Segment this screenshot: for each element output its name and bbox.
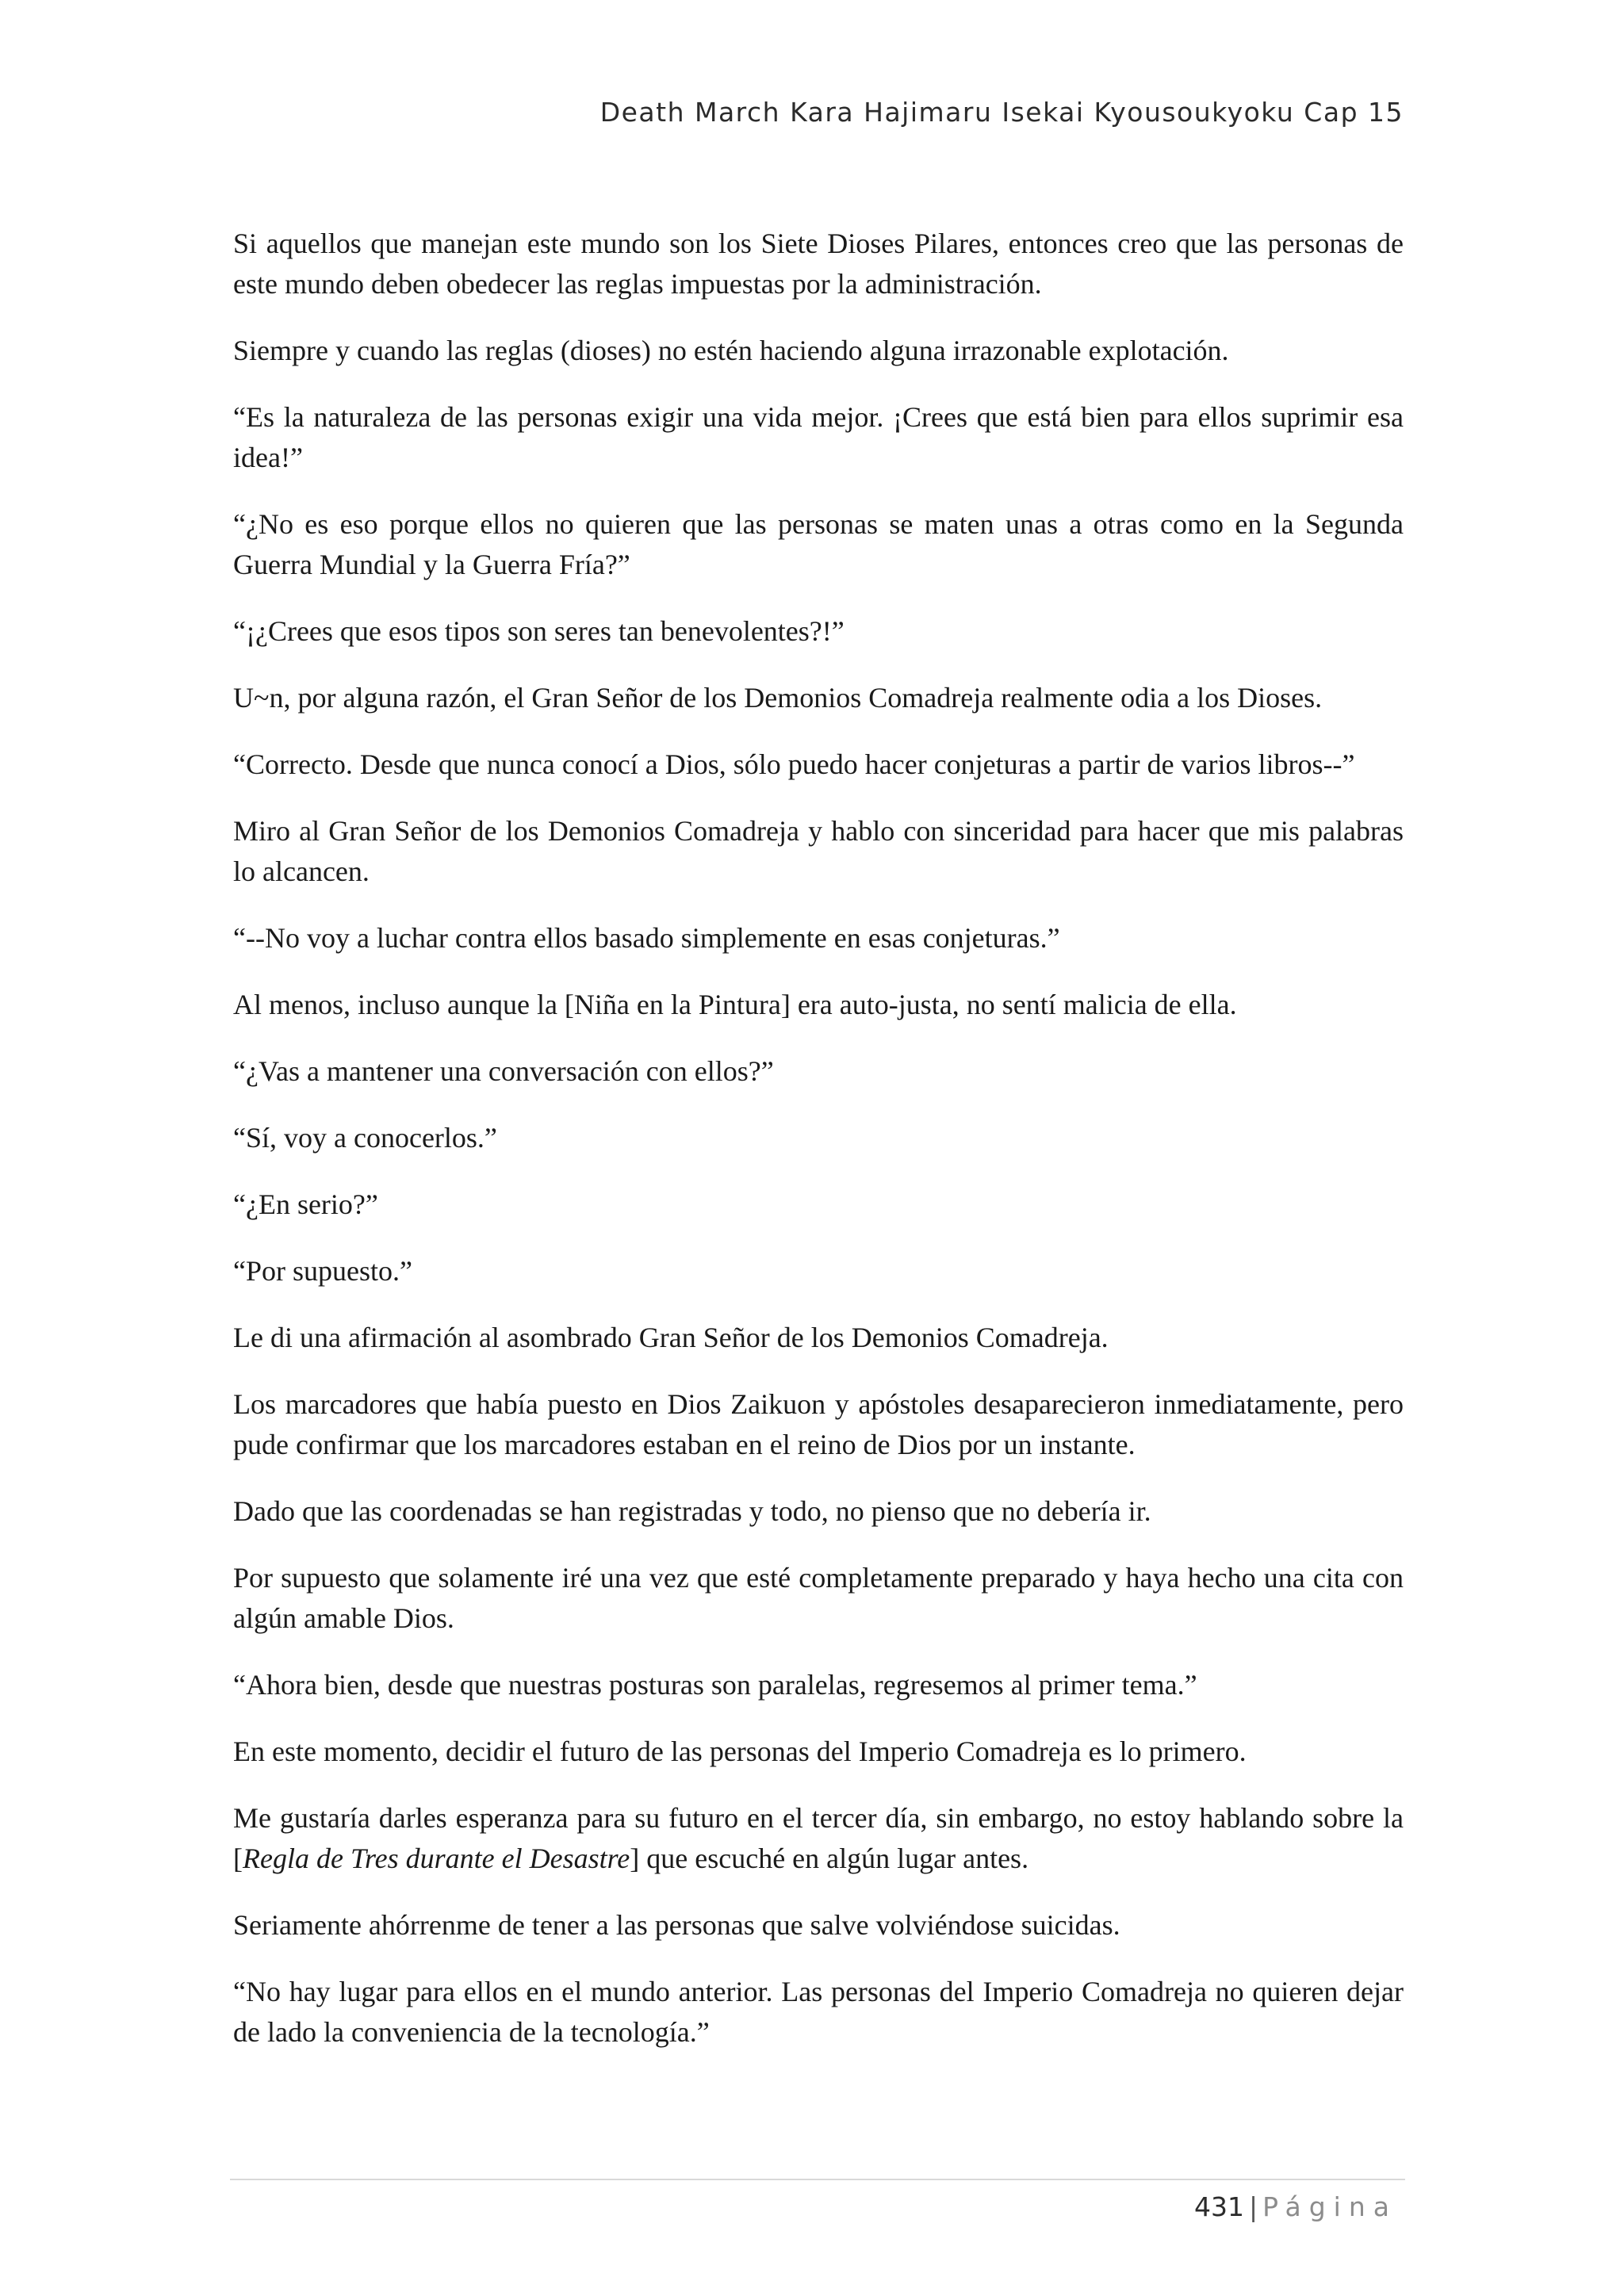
paragraph: “¡¿Crees que esos tipos son seres tan benevolentes?!” bbox=[233, 615, 845, 647]
paragraph: Si aquellos que manejan este mundo son los Siete Dioses Pilares, entonces creo que las personas de este mundo deben obedecer las reglas impuestas por la administración. bbox=[233, 228, 1404, 300]
footer-divider bbox=[230, 2179, 1405, 2180]
paragraph: Los marcadores que había puesto en Dios Zaikuon y apóstoles desaparecieron inmediatamente, pero pude confirmar que los marcadores estaban en el reino de Dios por un instante. bbox=[233, 1388, 1404, 1460]
paragraph: Por supuesto que solamente iré una vez que esté completamente preparado y haya hecho una cita con algún amable Dios. bbox=[233, 1562, 1404, 1634]
footer-separator: | bbox=[1248, 2191, 1258, 2222]
page-number: 431 bbox=[1193, 2191, 1244, 2222]
paragraph: “Por supuesto.” bbox=[233, 1255, 412, 1287]
paragraph: “¿No es eso porque ellos no quieren que las personas se maten unas a otras como en la Segunda Guerra Mundial y la Guerra Fría?” bbox=[233, 508, 1404, 580]
italic-term: Regla de Tres durante el Desastre bbox=[243, 1843, 630, 1874]
paragraph: “Correcto. Desde que nunca conocí a Dios, sólo puedo hacer conjeturas a partir de varios libros--” bbox=[233, 748, 1355, 780]
body-text bbox=[233, 224, 1404, 2079]
paragraph: En este momento, decidir el futuro de las personas del Imperio Comadreja es lo primero. bbox=[233, 1735, 1247, 1767]
paragraph-with-italic bbox=[233, 1798, 1404, 1879]
paragraph: “Es la naturaleza de las personas exigir una vida mejor. ¡Crees que está bien para ellos suprimir esa idea!” bbox=[233, 401, 1404, 473]
paragraph: “Sí, voy a conocerlos.” bbox=[233, 1122, 497, 1154]
paragraph-text-before: Me gustaría darles esperanza para su futuro en el tercer día, sin embargo, no estoy hablando sobre la [ bbox=[233, 1802, 1404, 1874]
paragraph: “¿Vas a mantener una conversación con ellos?” bbox=[233, 1055, 774, 1087]
paragraph: “--No voy a luchar contra ellos basado simplemente en esas conjeturas.” bbox=[233, 922, 1060, 954]
paragraph-text-after: ] que escuché en algún lugar antes. bbox=[630, 1843, 1029, 1874]
page-footer bbox=[1194, 2191, 1397, 2222]
paragraph: “Ahora bien, desde que nuestras posturas son paralelas, regresemos al primer tema.” bbox=[233, 1669, 1197, 1701]
paragraph: U~n, por alguna razón, el Gran Señor de los Demonios Comadreja realmente odia a los Dioses. bbox=[233, 682, 1323, 714]
paragraph: “¿En serio?” bbox=[233, 1188, 378, 1220]
paragraph: “No hay lugar para ellos en el mundo anterior. Las personas del Imperio Comadreja no quieren dejar de lado la conveniencia de la tecnología.” bbox=[233, 1976, 1404, 2048]
paragraph: Dado que las coordenadas se han registradas y todo, no pienso que no debería ir. bbox=[233, 1495, 1151, 1527]
paragraph: Siempre y cuando las reglas (dioses) no estén haciendo alguna irrazonable explotación. bbox=[233, 335, 1229, 366]
page-label: Página bbox=[1262, 2191, 1397, 2222]
paragraph: Le di una afirmación al asombrado Gran Señor de los Demonios Comadreja. bbox=[233, 1322, 1109, 1353]
running-header: Death March Kara Hajimaru Isekai Kyousoukyoku Cap 15 bbox=[599, 97, 1404, 128]
paragraph: Al menos, incluso aunque la [Niña en la Pintura] era auto-justa, no sentí malicia de ella. bbox=[233, 989, 1237, 1020]
paragraph: Seriamente ahórrenme de tener a las personas que salve volviéndose suicidas. bbox=[233, 1909, 1120, 1941]
paragraph: Miro al Gran Señor de los Demonios Comadreja y hablo con sinceridad para hacer que mis palabras lo alcancen. bbox=[233, 815, 1404, 887]
